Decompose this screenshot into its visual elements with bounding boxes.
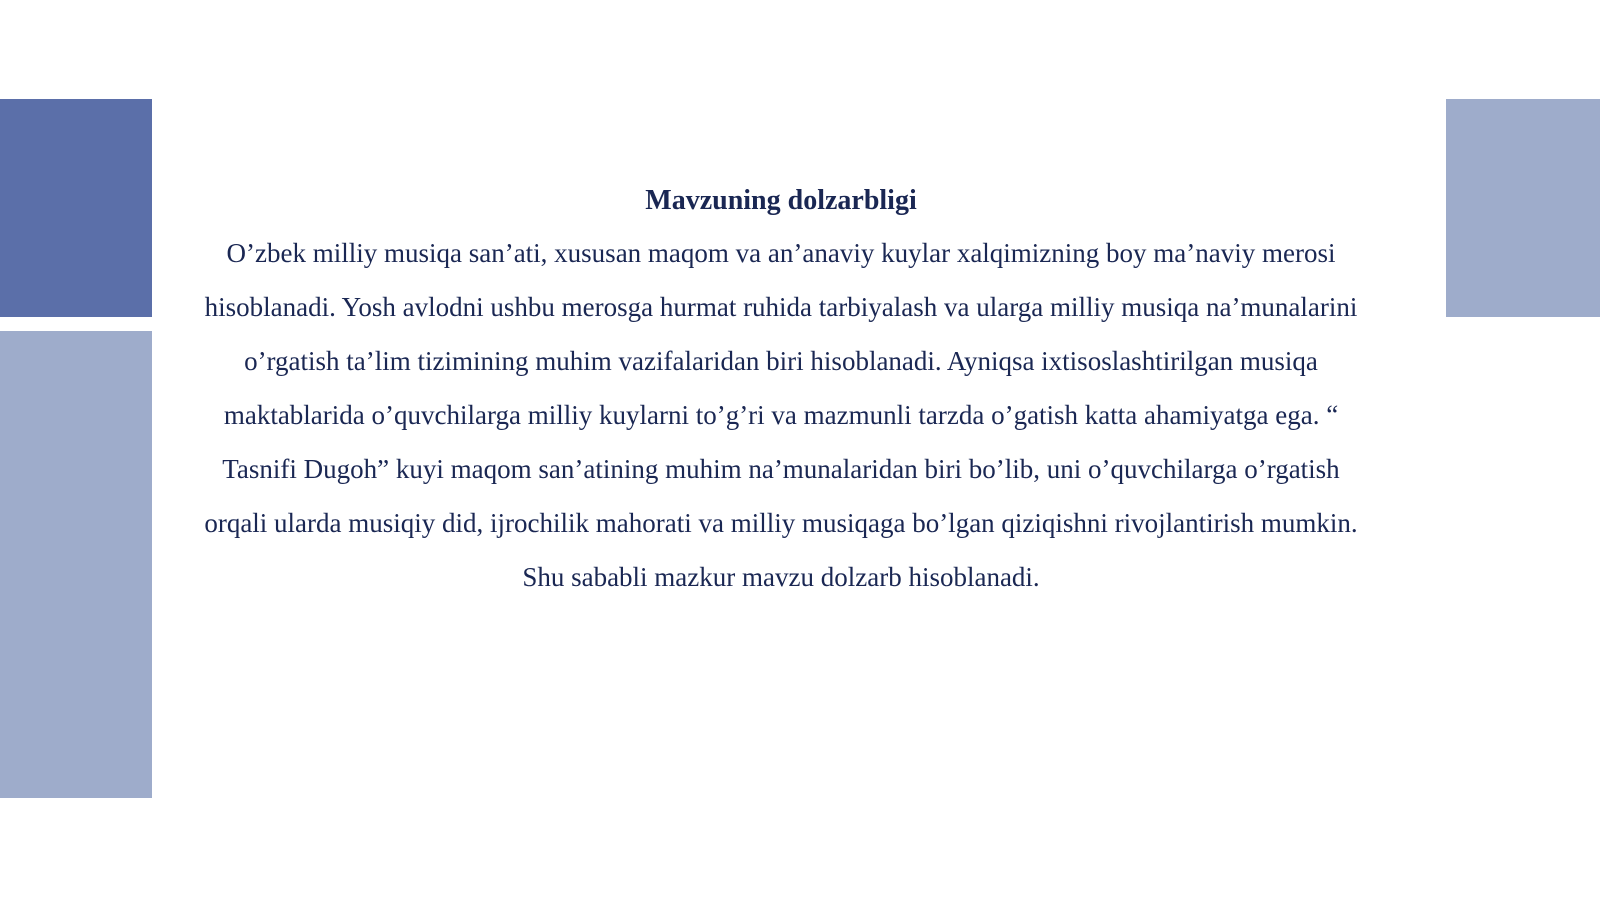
text-content [195, 176, 1367, 604]
slide-body-text: O’zbek milliy musiqa san’ati, xususan maqom va an’anaviy kuylar xalqimizning boy ma’naviy merosi hisoblanadi. Yosh avlodni ushbu merosga hurmat ruhida tarbiyalash va ularga milliy musiqa na’munalarini o’rgatish ta’lim tizimining muhim vazifalaridan biri hisoblanadi. Ayniqsa ixtisoslashtirilgan musiqa maktablarida o’quvchilarga milliy kuylarni to’g’ri va mazmunli tarzda o’gatish katta ahamiyatga ega. “ Tasnifi Dugoh” kuyi maqom san’atining muhim na’munalaridan biri bo’lib, uni o’quvchilarga o’rgatish orqali ularda musiqiy did, ijrochilik mahorati va milliy musiqaga bo’lgan qiziqishni rivojlantirish mumkin. Shu sababli mazkur mavzu dolzarb hisoblanadi. [204, 238, 1358, 592]
decorative-block-top-left [0, 99, 152, 317]
slide-title: Mavzuning dolzarbligi [645, 185, 917, 216]
decorative-block-bottom-left [0, 331, 152, 798]
decorative-block-top-right [1446, 99, 1600, 317]
